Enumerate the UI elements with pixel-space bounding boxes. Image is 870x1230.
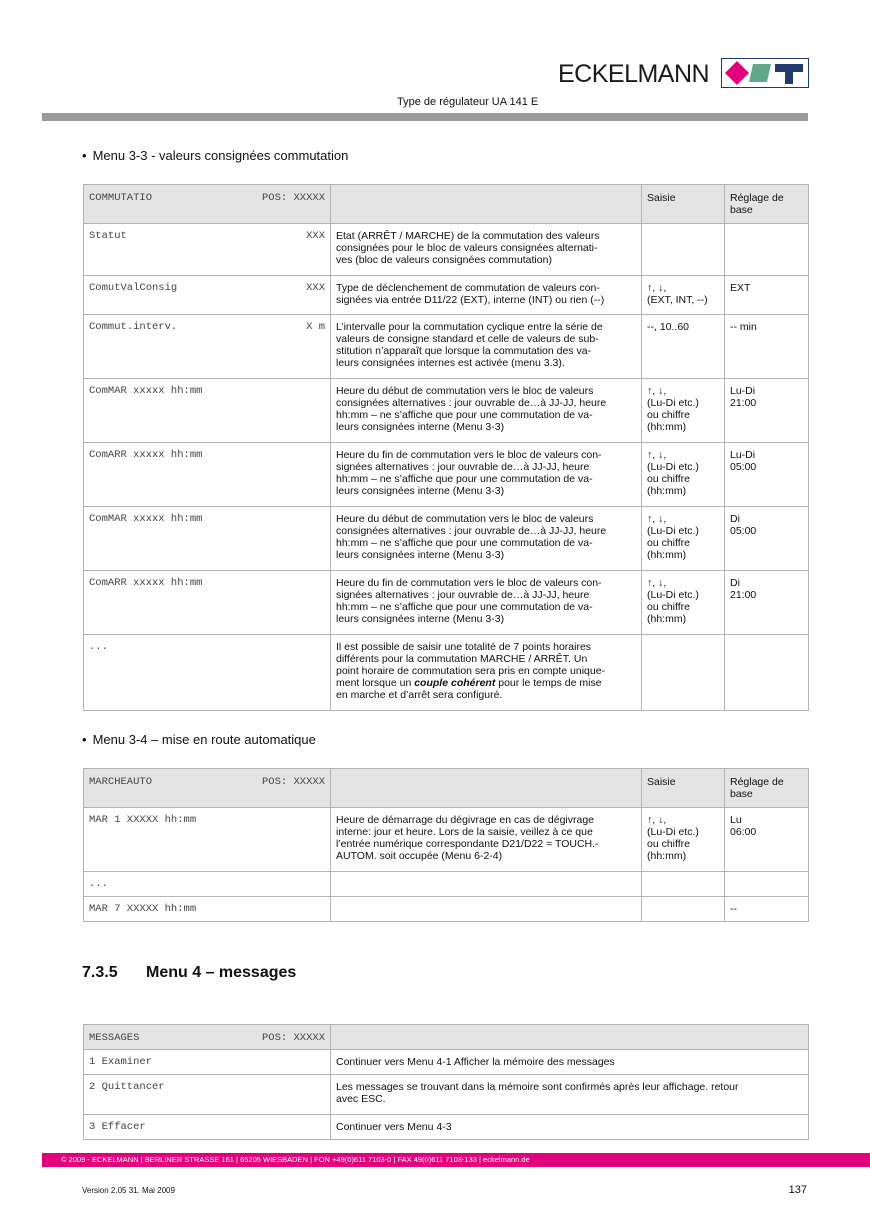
parameter-description: Heure du fin de commutation vers le bloc de valeurs con- signées alternatives : jour ouvrable de…à JJ-JJ, heure hh:mm – ne s’affiche que pour une commutation de va- leurs consignées interne (Menu 3-3) <box>331 443 642 507</box>
menu-code-cell: COMMUTATIO POS: XXXXX <box>84 185 331 224</box>
description-header <box>331 185 642 224</box>
footer-company-info: © 2009 - ECKELMANN | BERLINER STRASSE 161 | 65205 WIESBADEN | FON +49(0)611 7103-0 | FAX 49(0)611 7103-133 | eckelmann.de <box>61 1155 530 1164</box>
input-header: Saisie <box>642 185 725 224</box>
parameter-description <box>331 872 642 897</box>
default-header: Réglage de base <box>725 185 809 224</box>
message-option-description: Continuer vers Menu 4-3 <box>331 1115 809 1140</box>
table-row <box>84 224 809 276</box>
parameter-description: Etat (ARRÊT / MARCHE) de la commutation des valeurs consignées pour le bloc de valeurs consignées alternati- ves (bloc de valeurs consignées commutation) <box>331 224 642 276</box>
logo-squares-icon <box>721 58 809 88</box>
bullet-icon: • <box>82 148 87 163</box>
message-option: 1 Examiner <box>84 1050 331 1075</box>
table-row <box>84 1050 809 1075</box>
parameter-description <box>331 897 642 922</box>
parameter-default <box>725 872 809 897</box>
parameter-description: Heure du début de commutation vers le bloc de valeurs consignées alternatives : jour ouvrable de…à JJ-JJ, heure hh:mm – ne s’affiche que pour une commutation de va- leurs consignées interne (Menu 3-3) <box>331 379 642 443</box>
table-row <box>84 808 809 872</box>
parameter-default: Di 21:00 <box>725 571 809 635</box>
parameter-default: -- min <box>725 315 809 379</box>
menu-3-4-table <box>83 768 809 922</box>
menu-code-cell: MARCHEAUTO POS: XXXXX <box>84 769 331 808</box>
parameter-code: ... <box>84 635 331 711</box>
table-row <box>84 507 809 571</box>
table-row <box>84 1075 809 1115</box>
parameter-input <box>642 635 725 711</box>
footer-bar <box>42 1153 870 1167</box>
table-row <box>84 315 809 379</box>
table-header-row <box>84 769 809 808</box>
table-row <box>84 872 809 897</box>
message-option-description: Les messages se trouvant dans la mémoire sont confirmés après leur affichage. retour avec ESC. <box>331 1075 809 1115</box>
version-info: Version 2.05 31. Mai 2009 <box>82 1186 175 1195</box>
parameter-input: ↑, ↓, (Lu-Di etc.) ou chiffre (hh:mm) <box>642 379 725 443</box>
message-option: 2 Quittancer <box>84 1075 331 1115</box>
menu-3-3-table <box>83 184 809 711</box>
parameter-description: Type de déclenchement de commutation de valeurs con- signées via entrée D11/22 (EXT), interne (INT) ou rien (--) <box>331 276 642 315</box>
parameter-description: Heure de démarrage du dégivrage en cas de dégivrage interne: jour et heure. Lors de la saisie, veillez à ce que l’entrée numérique correspondante D21/D22 = TOUCH.- AUTOM. soit occupée (Menu 6-2-4) <box>331 808 642 872</box>
parameter-code: MAR 7 XXXXX hh:mm <box>84 897 331 922</box>
default-header: Réglage de base <box>725 769 809 808</box>
page-number: 137 <box>788 1184 807 1196</box>
parameter-input <box>642 224 725 276</box>
parameter-default <box>725 224 809 276</box>
table-header-row <box>84 185 809 224</box>
menu-3-4-heading: • Menu 3-4 – mise en route automatique <box>82 732 316 747</box>
parameter-default: EXT <box>725 276 809 315</box>
parameter-code: ComutValConsig XXX <box>84 276 331 315</box>
parameter-code: ComARR xxxxx hh:mm <box>84 571 331 635</box>
parameter-description: Heure du début de commutation vers le bloc de valeurs consignées alternatives : jour ouvrable de…à JJ-JJ, heure hh:mm – ne s’affiche que pour une commutation de va- leurs consignées interne (Menu 3-3) <box>331 507 642 571</box>
section-title: Menu 4 – messages <box>146 964 297 981</box>
parameter-input: ↑, ↓, (Lu-Di etc.) ou chiffre (hh:mm) <box>642 443 725 507</box>
parameter-code: ComARR xxxxx hh:mm <box>84 443 331 507</box>
message-option-description: Continuer vers Menu 4-1 Afficher la mémoire des messages <box>331 1050 809 1075</box>
parameter-input: ↑, ↓, (Lu-Di etc.) ou chiffre (hh:mm) <box>642 571 725 635</box>
document-subtitle: Type de régulateur UA 141 E <box>397 96 539 108</box>
header-rule <box>42 113 808 121</box>
parameter-description: Heure du fin de commutation vers le bloc de valeurs con- signées alternatives : jour ouvrable de…à JJ-JJ, heure hh:mm – ne s’affiche que pour une commutation de va- leurs consignées interne (Menu 3-3) <box>331 571 642 635</box>
parameter-default <box>725 635 809 711</box>
parameter-input: ↑, ↓, (EXT, INT, --) <box>642 276 725 315</box>
parameter-input: ↑, ↓, (Lu-Di etc.) ou chiffre (hh:mm) <box>642 808 725 872</box>
table-row <box>84 635 809 711</box>
logo-wordmark: ECKELMANN <box>558 60 710 88</box>
input-header: Saisie <box>642 769 725 808</box>
parameter-default: Lu-Di 05:00 <box>725 443 809 507</box>
parameter-code: Statut XXX <box>84 224 331 276</box>
parameter-default: Di 05:00 <box>725 507 809 571</box>
parameter-code: MAR 1 XXXXX hh:mm <box>84 808 331 872</box>
parameter-default: Lu-Di 21:00 <box>725 379 809 443</box>
section-heading <box>82 964 296 982</box>
emphasis-text: couple cohérent <box>414 677 496 689</box>
message-option: 3 Effacer <box>84 1115 331 1140</box>
menu-code-cell: MESSAGES POS: XXXXX <box>84 1025 331 1050</box>
parameter-input <box>642 872 725 897</box>
parameter-description: L’intervalle pour la commutation cyclique entre la série de valeurs de consigne standard et celle de valeurs de sub- stitution n’apparaît que lorsque la commutation des va- leurs consignées internes est activée (menu 3.3). <box>331 315 642 379</box>
parameter-code: ComMAR xxxxx hh:mm <box>84 379 331 443</box>
parameter-code: ComMAR xxxxx hh:mm <box>84 507 331 571</box>
table-row <box>84 571 809 635</box>
parameter-input: --, 10..60 <box>642 315 725 379</box>
table-row <box>84 443 809 507</box>
section-number: 7.3.5 <box>82 964 118 981</box>
menu-4-table <box>83 1024 809 1140</box>
parameter-description: Il est possible de saisir une totalité de 7 points horaires différents pour la commutation MARCHE / ARRÊT. Un point horaire de commutation sera pris en compte unique- ment lorsque un couple cohérent pour le temps de mise en marche et d’arrêt sera configuré. <box>331 635 642 711</box>
table-row <box>84 897 809 922</box>
parameter-default: Lu 06:00 <box>725 808 809 872</box>
parameter-input <box>642 897 725 922</box>
parameter-input: ↑, ↓, (Lu-Di etc.) ou chiffre (hh:mm) <box>642 507 725 571</box>
description-header <box>331 1025 809 1050</box>
parameter-code: Commut.interv. X m <box>84 315 331 379</box>
menu-3-3-heading: • Menu 3-3 - valeurs consignées commutation <box>82 148 349 163</box>
parameter-code: ... <box>84 872 331 897</box>
bullet-icon: • <box>82 732 87 747</box>
table-header-row <box>84 1025 809 1050</box>
table-row <box>84 379 809 443</box>
table-row <box>84 1115 809 1140</box>
description-header <box>331 769 642 808</box>
eckelmann-logo <box>558 58 810 88</box>
parameter-default: -- <box>725 897 809 922</box>
table-row <box>84 276 809 315</box>
